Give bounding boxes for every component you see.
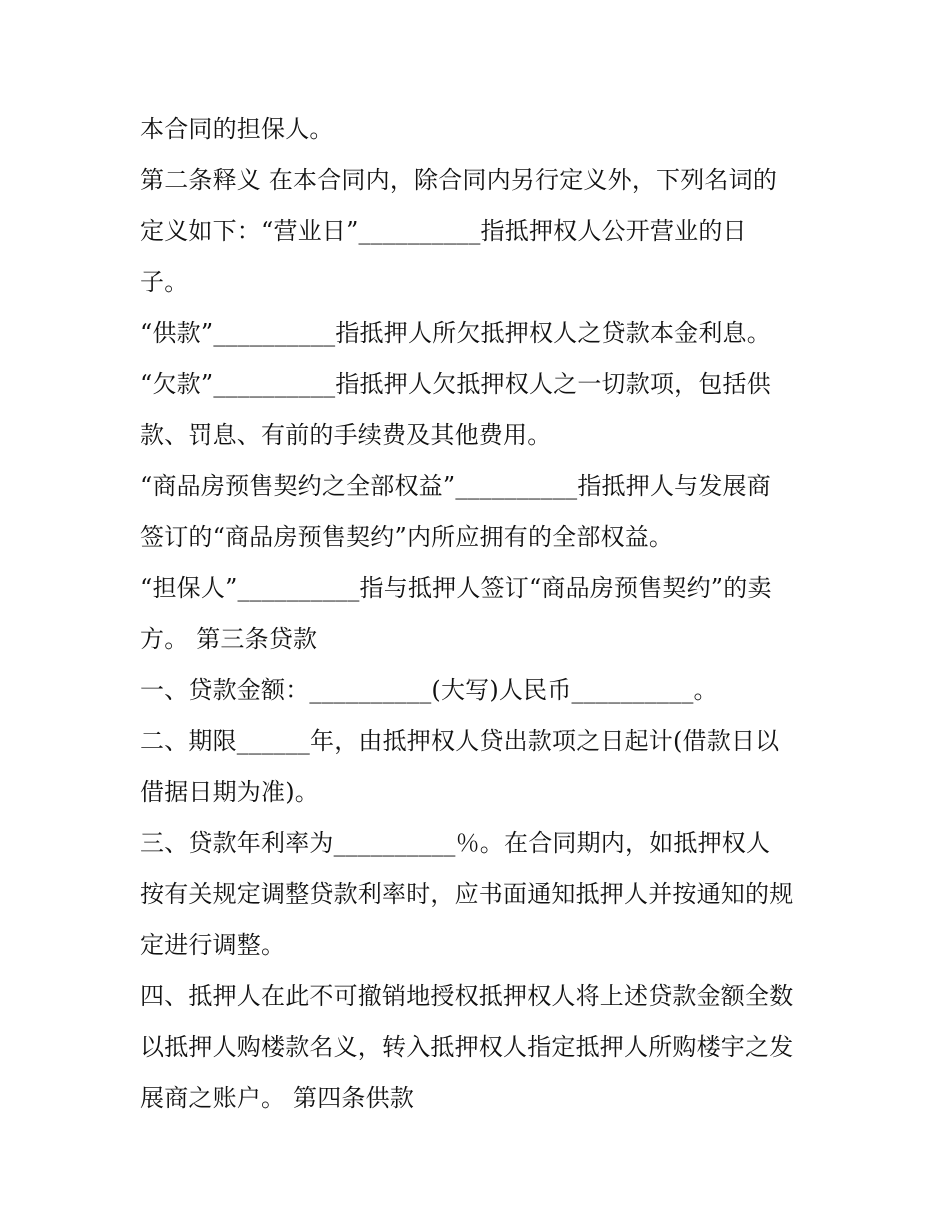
text-line: 本合同的担保人。 xyxy=(140,115,334,143)
text-line: 签订的“商品房预售契约”内所应拥有的全部权益。 xyxy=(140,523,674,551)
text-line: 四、抵押人在此不可撤销地授权抵押权人将上述贷款金额全数 xyxy=(140,982,794,1010)
text-line: 展商之账户。 第四条供款 xyxy=(140,1084,415,1112)
text-line: 以抵押人购楼款名义，转入抵押权人指定抵押人所购楼宇之发 xyxy=(140,1033,794,1061)
text-line: 借据日期为准)。 xyxy=(140,778,319,806)
text-line: 定义如下：“营业日”__________指抵押权人公开营业的日 xyxy=(140,217,747,245)
text-line: “担保人”__________指与抵押人签订“商品房预售契约”的卖 xyxy=(140,574,772,602)
text-line: “欠款”__________指抵押人欠抵押权人之一切款项，包括供 xyxy=(140,370,771,398)
text-line: 三、贷款年利率为__________％。在合同期内，如抵押权人 xyxy=(140,829,771,857)
text-line: 一、贷款金额：__________(大写)人民币__________。 xyxy=(140,676,718,704)
contract-text xyxy=(140,104,820,1124)
text-line: 方。 第三条贷款 xyxy=(140,625,318,653)
text-line: 二、期限______年，由抵押权人贷出款项之日起计(借款日以 xyxy=(140,727,780,755)
text-line: “商品房预售契约之全部权益”__________指抵押人与发展商 xyxy=(140,472,771,500)
text-line: 第二条释义 在本合同内，除合同内另行定义外，下列名词的 xyxy=(140,166,778,194)
text-line: 按有关规定调整贷款利率时，应书面通知抵押人并按通知的规 xyxy=(140,880,794,908)
text-line: 款、罚息、有前的手续费及其他费用。 xyxy=(140,421,552,449)
text-line: “供款”__________指抵押人所欠抵押权人之贷款本金利息。 xyxy=(140,319,771,347)
text-line: 子。 xyxy=(140,268,189,296)
text-line: 定进行调整。 xyxy=(140,931,286,959)
